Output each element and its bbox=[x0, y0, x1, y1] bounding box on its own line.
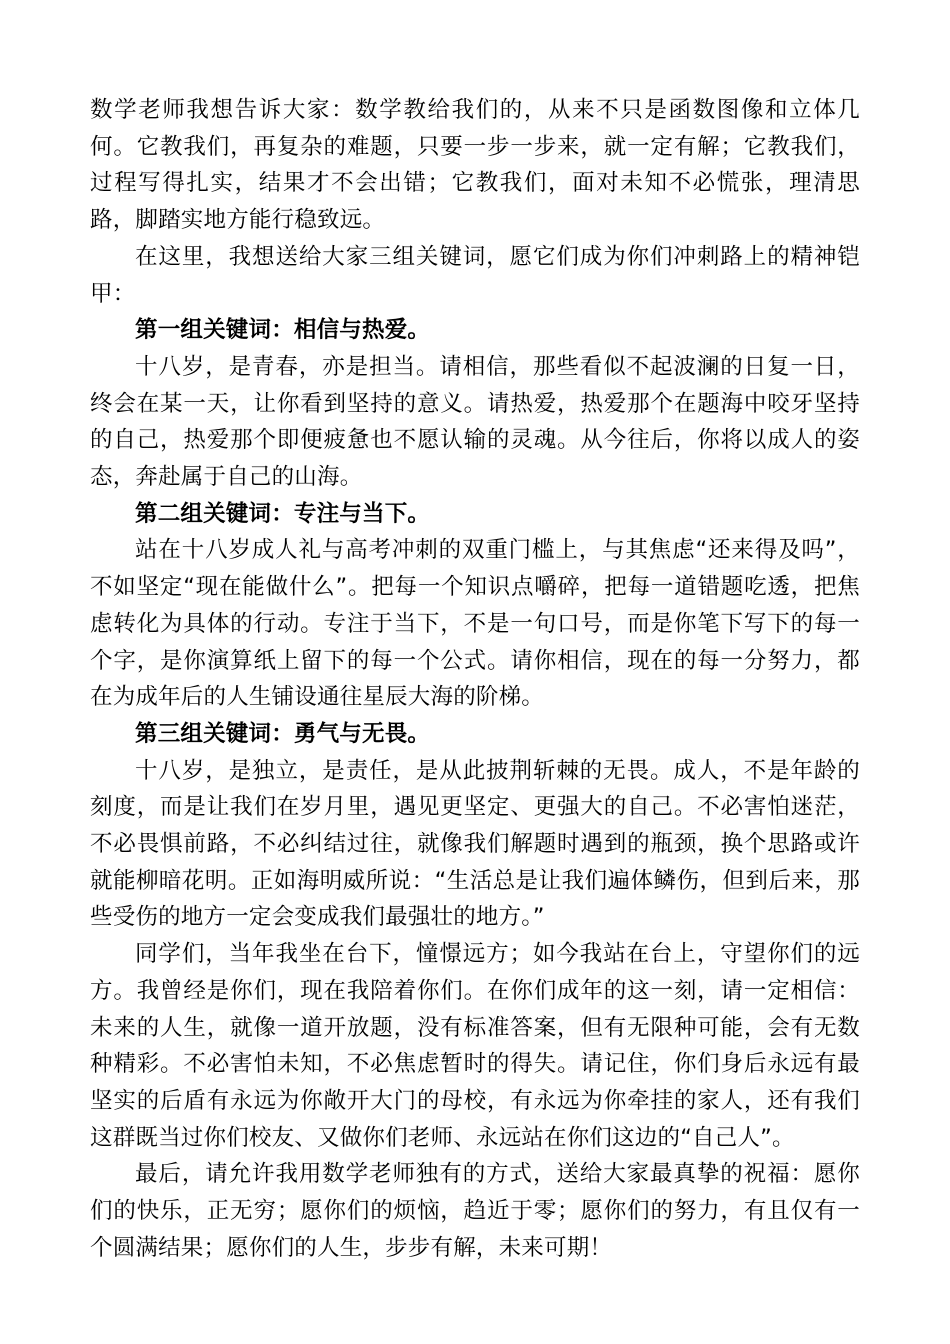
paragraph-intro-keywords: 在这里，我想送给大家三组关键词，愿它们成为你们冲刺路上的精神铠甲： bbox=[90, 243, 860, 307]
paragraph-math-lessons: 数学老师我想告诉大家：数学教给我们的，从来不只是函数图像和立体几何。它教我们，再复杂的难题，只要一步一步来，就一定有解；它教我们，过程写得扎实，结果才不会出错；它教我们，面对未知不必慌张，理清思路，脚踏实地方能行稳致远。 bbox=[90, 97, 860, 234]
document-page bbox=[90, 92, 860, 1267]
heading-keyword-group-3: 第三组关键词：勇气与无畏。 bbox=[135, 720, 431, 747]
paragraph-final-blessing: 最后，请允许我用数学老师独有的方式，送给大家最真挚的祝福：愿你们的快乐，正无穷；愿你们的烦恼，趋近于零；愿你们的努力，有且仅有一个圆满结果；愿你们的人生，步步有解，未来可期！ bbox=[90, 1161, 860, 1261]
heading-keyword-group-1: 第一组关键词：相信与热爱。 bbox=[135, 317, 431, 344]
paragraph-students-message: 同学们，当年我坐在台下，憧憬远方；如今我站在台上，守望你们的远方。我曾经是你们，现在我陪着你们。在你们成年的这一刻，请一定相信：未来的人生，就像一道开放题，没有标准答案，但有无限种可能，会有无数种精彩。不必害怕未知，不必焦虑暂时的得失。请记住，你们身后永远有最坚实的后盾有永远为你敞开大门的母校，有永远为你牵挂的家人，还有我们这群既当过你们校友、又做你们老师、永远站在你们这边的“自己人”。 bbox=[90, 941, 860, 1151]
paragraph-focus-present: 站在十八岁成人礼与高考冲刺的双重门槛上，与其焦虑“还来得及吗”，不如坚定“现在能做什么”。把每一个知识点嚼碎，把每一道错题吃透，把焦虑转化为具体的行动。专注于当下，不是一句口号，而是你笔下写下的每一个字，是你演算纸上留下的每一个公式。请你相信，现在的每一分努力，都在为成年后的人生铺设通往星辰大海的阶梯。 bbox=[90, 537, 860, 711]
paragraph-believe-love: 十八岁，是青春，亦是担当。请相信，那些看似不起波澜的日复一日，终会在某一天，让你看到坚持的意义。请热爱，热爱那个在题海中咬牙坚持的自己，热爱那个即便疲惫也不愿认输的灵魂。从今往后，你将以成人的姿态，奔赴属于自己的山海。 bbox=[90, 353, 860, 491]
heading-keyword-group-2: 第二组关键词：专注与当下。 bbox=[135, 500, 431, 527]
paragraph-courage-fearless: 十八岁，是独立，是责任，是从此披荆斩棘的无畏。成人，不是年龄的刻度，而是让我们在岁月里，遇见更坚定、更强大的自己。不必害怕迷茫，不必畏惧前路，不必纠结过往，就像我们解题时遇到的瓶颈，换个思路或许就能柳暗花明。正如海明威所说：“生活总是让我们遍体鳞伤，但到后来，那些受伤的地方一定会变成我们最强壮的地方。” bbox=[90, 757, 860, 931]
